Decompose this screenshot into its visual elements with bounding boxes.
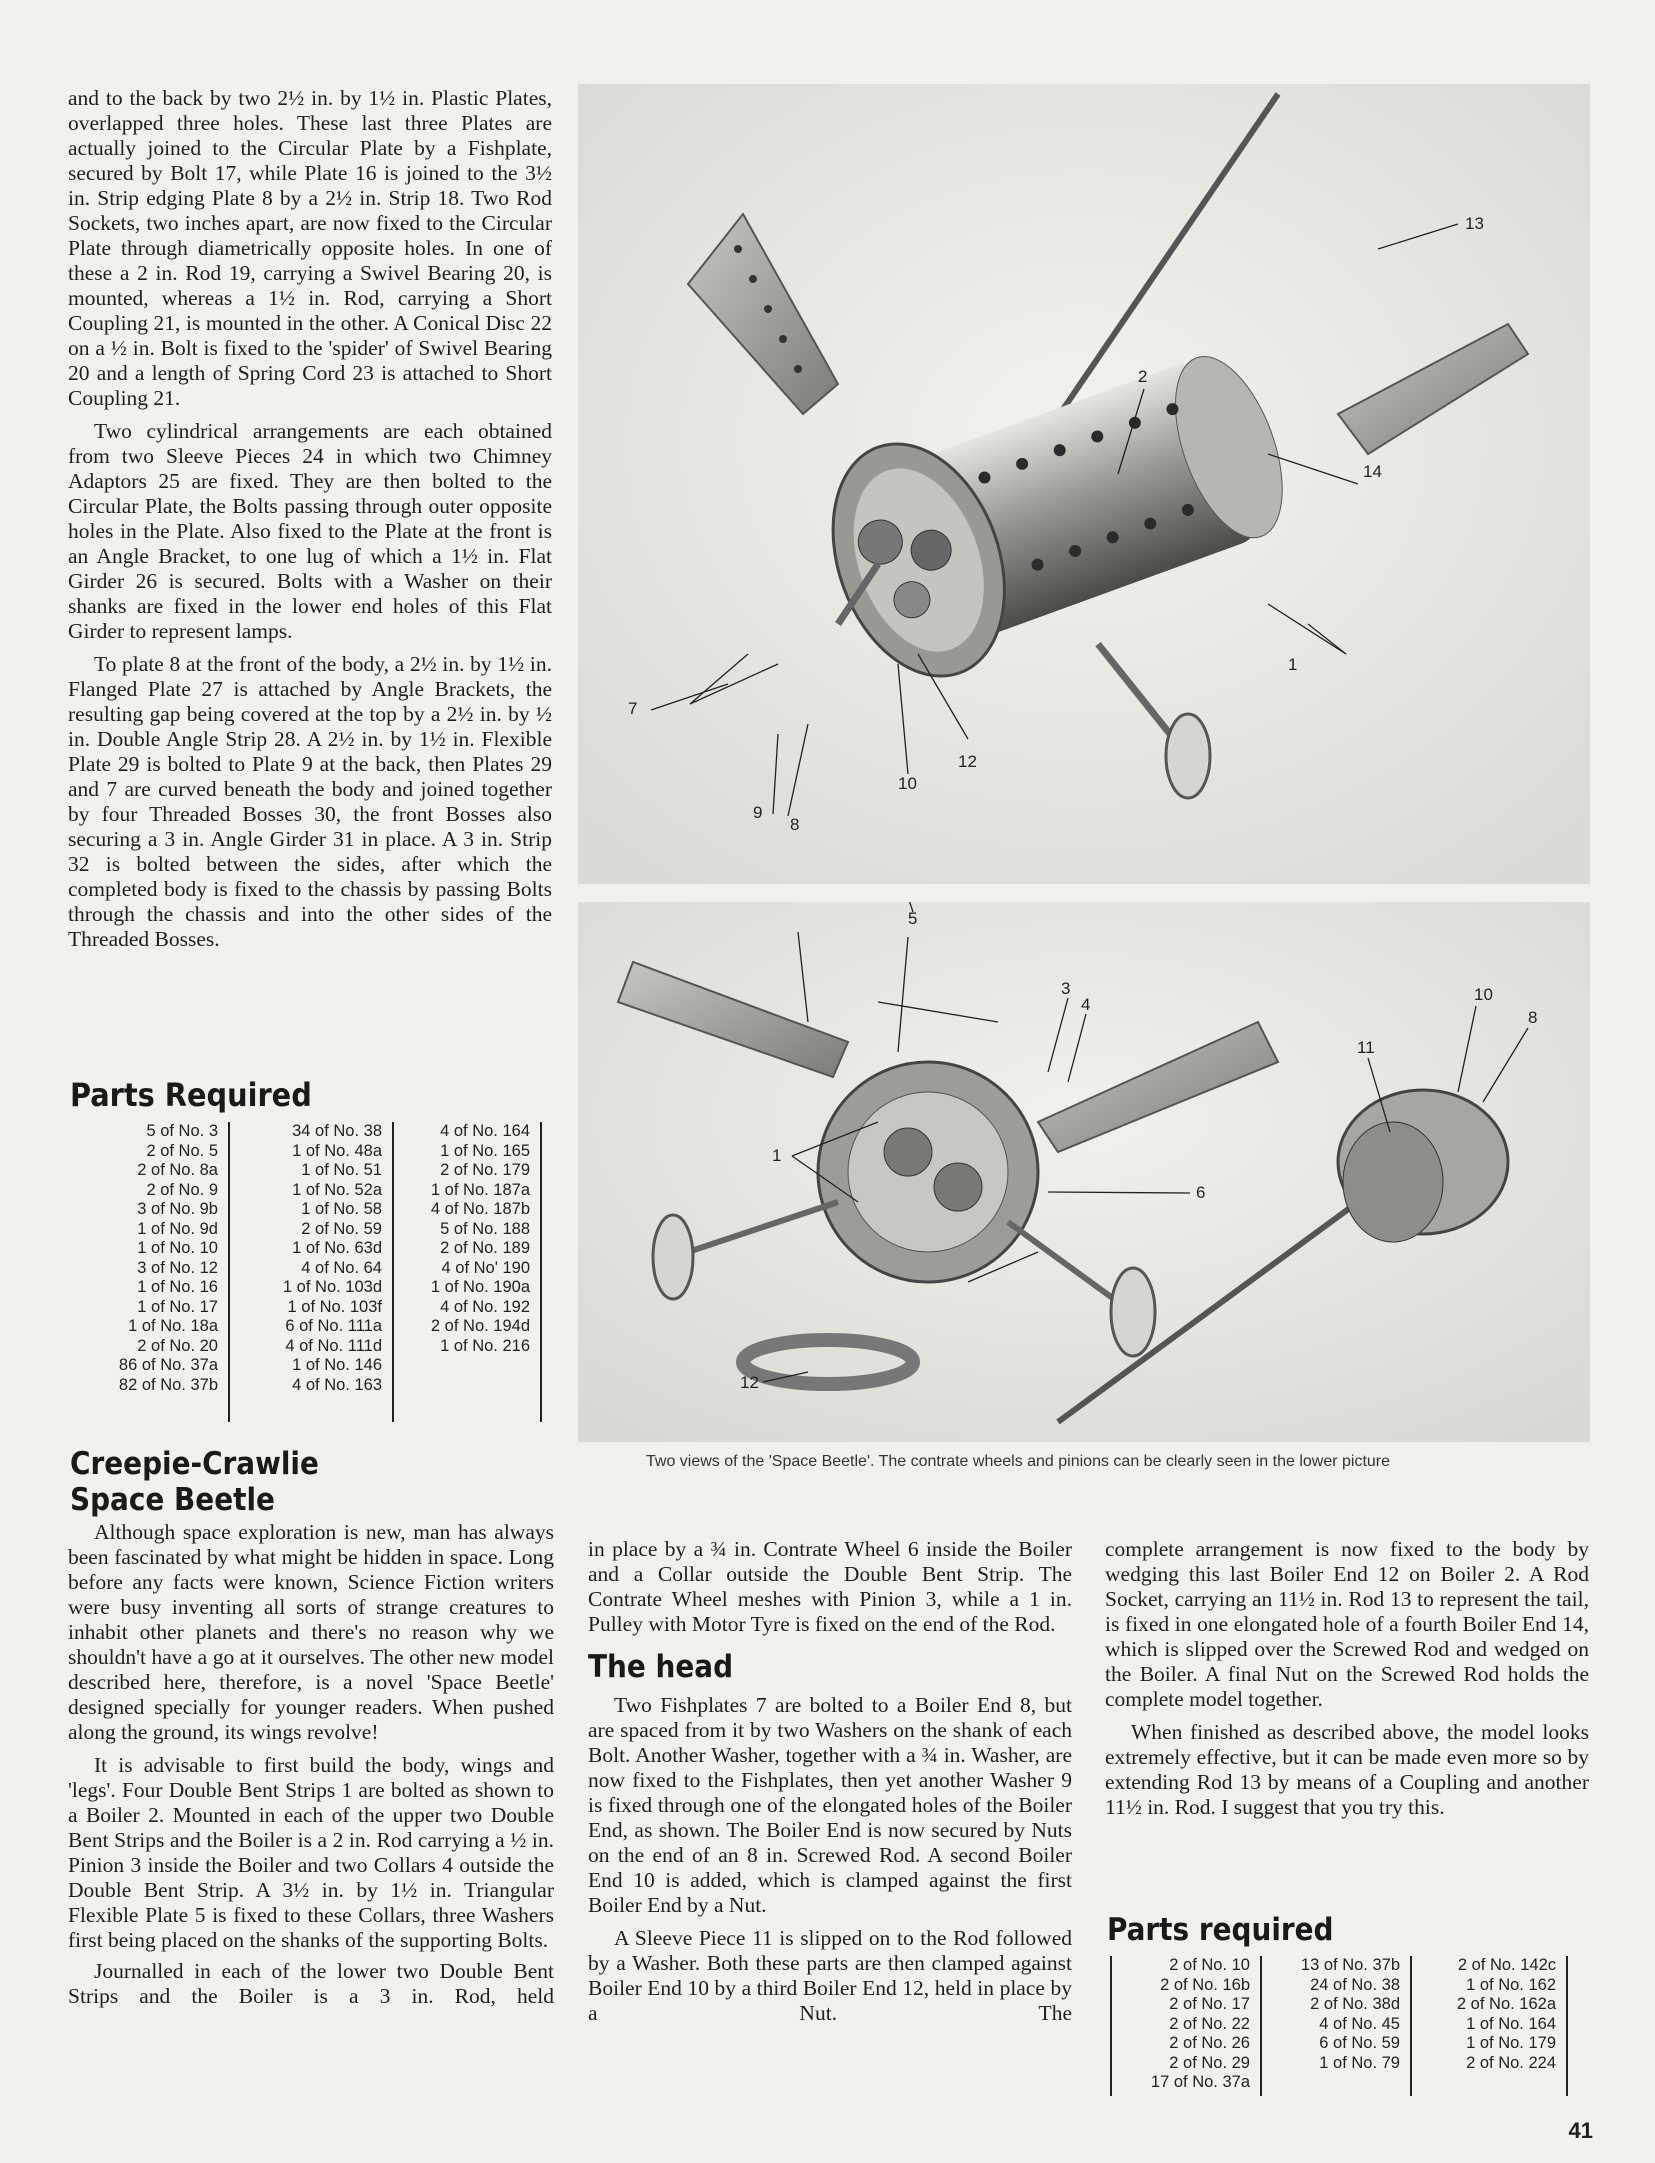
parts-item: 1 of No. 10 <box>137 1239 218 1257</box>
parts-item: 2 of No. 162a <box>1456 1995 1556 2013</box>
bottom-photo <box>578 902 1590 1442</box>
parts-item: 2 of No. 16b <box>1160 1975 1250 1994</box>
parts-item: 2 of No. 189 <box>440 1239 530 1257</box>
parts-item: 1 of No. 48a <box>292 1141 382 1160</box>
parts-item: 4 of No. 64 <box>301 1258 382 1277</box>
parts-item: 24 of No. 38 <box>1310 1975 1400 1994</box>
parts-item: 1 of No. 51 <box>301 1161 382 1179</box>
callout-label: 1 <box>772 1146 782 1165</box>
parts-column <box>1110 1956 1260 2096</box>
parts-item: 1 of No. 216 <box>440 1336 530 1355</box>
parts-item: 1 of No. 79 <box>1319 2053 1400 2072</box>
article-paragraph: complete arrangement is now fixed to the body by wedging this last Boiler End 12 on Boiler 2. A Rod Socket, carrying an 11½ in. Rod 13 to represent the tail, is fixed in one elongated hole of a fourth Boiler End 14, which is slipped over the Screwed Rod and wedged on the Boiler. A final Nut on the Screwed Rod holds the complete model together. <box>1105 1537 1589 1711</box>
parts-column <box>1410 1956 1568 2096</box>
parts-item: 17 of No. 37a <box>1150 2073 1250 2091</box>
article-paragraph: It is advisable to first build the body, wings and 'legs'. Four Double Bent Strips 1 are bolted as shown to a Boiler 2. Mounted in each of the upper two Double Bent Strips and the Boiler is a 2 in. Rod carrying a ½ in. Pinion 3 inside the Boiler and two Collars 4 outside the Double Bent Strip. A 3½ in. by 1½ in. Triangular Flexible Plate 5 is fixed to these Collars, three Washers first being placed on the shanks of the supporting Bolts. <box>68 1753 554 1952</box>
article-paragraph: Although space exploration is new, man has always been fascinated by what might be hidden in space. Long before any facts were known, Science Fiction writers were busy inventing all sorts of strange creatures to inhabit other planets and there's no reason why we shouldn't have a go at it ourselves. The other new model described here, therefore, is a novel 'Space Beetle' designed specially for younger readers. When pushed along the ground, its wings revolve! <box>68 1520 554 1744</box>
callout-label: 11 <box>1357 1038 1375 1057</box>
parts-item: 86 of No. 37a <box>118 1356 218 1374</box>
callout-label: 6 <box>1196 1183 1206 1202</box>
article-paragraph: Journalled in each of the lower two Double Bent Strips and the Boiler is a 3 in. Rod, held <box>68 1959 554 2008</box>
parts-item: 1 of No. 103d <box>282 1278 382 1296</box>
parts-item: 4 of No. 164 <box>440 1122 530 1140</box>
parts-item: 1 of No. 103f <box>287 1297 382 1316</box>
parts-item: 2 of No. 8a <box>137 1161 218 1179</box>
figure-caption: Two views of the 'Space Beetle'. The contrate wheels and pinions can be clearly seen in the lower picture <box>646 1453 1391 1470</box>
parts-item: 1 of No. 63d <box>292 1239 382 1257</box>
article-title-line: Creepie-Crawlie <box>70 1446 319 1482</box>
parts-item: 2 of No. 142c <box>1457 1956 1556 1974</box>
parts-column <box>228 1122 392 1422</box>
callout-label: 7 <box>628 699 638 718</box>
callout-label: 12 <box>958 752 977 771</box>
parts-item: 34 of No. 38 <box>292 1122 382 1140</box>
parts-item: 2 of No. 224 <box>1466 2053 1556 2072</box>
parts-item: 5 of No. 3 <box>146 1122 218 1140</box>
callout-label: 14 <box>1363 462 1382 481</box>
page-number: 41 <box>1568 2118 1593 2143</box>
parts-item: 2 of No. 20 <box>137 1336 218 1355</box>
callout-label: 13 <box>1465 214 1484 233</box>
parts-item: 13 of No. 37b <box>1300 1956 1400 1974</box>
parts-column <box>1260 1956 1410 2096</box>
intro-paragraph: Two cylindrical arrangements are each obtained from two Sleeve Pieces 24 in which two Chimney Adaptors 25 are fixed. They are then bolted to the Circular Plate, the Bolts passing through outer opposite holes in the Plate. Also fixed to the Plate at the front is an Angle Bracket, to one lug of which a 1½ in. Flat Girder 26 is secured. Bolts with a Washer on their shanks are fixed in the lower end holes of this Flat Girder to represent lamps. <box>68 419 552 643</box>
callout-label: 9 <box>753 803 763 822</box>
parts-required-heading: Parts Required <box>70 1076 312 1114</box>
callout-label: 12 <box>740 1373 759 1392</box>
space-beetle-bottom-image <box>578 902 1590 1442</box>
parts-item: 1 of No. 17 <box>137 1297 218 1316</box>
parts-item: 2 of No. 22 <box>1169 2014 1250 2033</box>
parts-item: 2 of No. 29 <box>1169 2053 1250 2072</box>
callout-label: 8 <box>1528 1008 1538 1027</box>
parts-item: 5 of No. 188 <box>440 1219 530 1238</box>
parts-item: 3 of No. 9b <box>137 1200 218 1218</box>
callout-label: 10 <box>898 774 917 793</box>
head-heading: The head <box>588 1649 734 1685</box>
parts-required-heading-2: Parts required <box>1107 1912 1334 1948</box>
parts-item: 4 of No. 187b <box>430 1200 530 1218</box>
intro-paragraph: To plate 8 at the front of the body, a 2½ in. by 1½ in. Flanged Plate 27 is attached by Angle Brackets, the resulting gap being covered at the top by a 2½ in. by ½ in. Double Angle Strip 28. A 2½ in. by 1½ in. Flexible Plate 29 is bolted to Plate 9 at the back, then Plates 29 and 7 are curved beneath the body and joined together by four Threaded Bosses 30, the front Bosses also securing a 3 in. Angle Girder 31 in place. A 3 in. Strip 32 is bolted between the sides, after which the completed body is fixed to the chassis by passing Bolts through the chassis and into the other sides of the Threaded Bosses. <box>68 652 552 951</box>
top-photo <box>578 84 1590 884</box>
article-paragraph: When finished as described above, the model looks extremely effective, but it can be made even more so by extending Rod 13 by means of a Coupling and another 11½ in. Rod. I suggest that you try this. <box>1105 1720 1589 1819</box>
parts-item: 1 of No. 9d <box>137 1219 218 1238</box>
callout-label: 4 <box>1081 995 1091 1014</box>
parts-item: 82 of No. 37b <box>118 1375 218 1394</box>
article-title <box>70 1446 319 1518</box>
parts-item: 2 of No. 194d <box>430 1317 530 1335</box>
intro-paragraph: and to the back by two 2½ in. by 1½ in. Plastic Plates, overlapped three holes. These last three Plates are actually joined to the Circular Plate by a Fishplate, secured by Bolt 17, while Plate 16 is joined to the 3½ in. Strip edging Plate 8 by a 2½ in. Strip 18. Two Rod Sockets, two inches apart, are now fixed to the Circular Plate through diametrically opposite holes. In one of these a 2 in. Rod 19, carrying a Swivel Bearing 20, is mounted, whereas a 1½ in. Rod, carrying a Short Coupling 21, is mounted in the other. A Conical Disc 22 on a ½ in. Bolt is fixed to the 'spider' of Swivel Bearing 20 and a length of Spring Cord 23 is attached to Short Coupling 21. <box>68 86 552 410</box>
parts-item: 1 of No. 146 <box>292 1356 382 1374</box>
parts-item: 1 of No. 58 <box>301 1200 382 1218</box>
parts-item: 2 of No. 59 <box>301 1219 382 1238</box>
parts-item: 2 of No. 9 <box>146 1180 218 1199</box>
space-beetle-top-image <box>578 84 1590 884</box>
parts-item: 4 of No. 163 <box>292 1375 382 1394</box>
callout-label: 1 <box>1288 655 1298 674</box>
parts-item: 1 of No. 187a <box>430 1180 530 1199</box>
article-column-2 <box>588 1537 1072 2026</box>
parts-item: 1 of No. 52a <box>292 1180 382 1199</box>
parts-item: 4 of No' 190 <box>441 1258 530 1277</box>
parts-column <box>392 1122 542 1422</box>
callout-label: 2 <box>1138 367 1148 386</box>
parts-column <box>76 1122 228 1422</box>
parts-required-table <box>76 1122 542 1422</box>
parts-item: 2 of No. 10 <box>1169 1956 1250 1974</box>
parts-item: 2 of No. 38d <box>1310 1995 1400 2013</box>
parts-required-table-2 <box>1110 1956 1568 2096</box>
parts-item: 2 of No. 5 <box>146 1141 218 1160</box>
article-column-3 <box>1105 1537 1589 1820</box>
parts-item: 2 of No. 26 <box>1169 2034 1250 2052</box>
article-paragraph: A Sleeve Piece 11 is slipped on to the Rod followed by a Washer. Both these parts are then clamped against Boiler End 10 by a third Boiler End 12, held in place by a Nut. The <box>588 1926 1072 2025</box>
parts-item: 1 of No. 179 <box>1466 2034 1556 2052</box>
intro-column <box>68 86 552 952</box>
parts-item: 4 of No. 45 <box>1319 2014 1400 2033</box>
article-paragraph: in place by a ¾ in. Contrate Wheel 6 inside the Boiler and a Collar outside the Double Bent Strip. The Contrate Wheel meshes with Pinion 3, while a 1 in. Pulley with Motor Tyre is fixed on the end of the Rod. <box>588 1537 1072 1636</box>
parts-item: 6 of No. 59 <box>1319 2034 1400 2052</box>
article-paragraph: Two Fishplates 7 are bolted to a Boiler End 8, but are spaced from it by two Washers on the shank of each Bolt. Another Washer, together with a ¾ in. Washer, are now fixed to the Fishplates, then yet another Washer 9 is fixed through one of the elongated holes of the Boiler End, as shown. The Boiler End is now secured by Nuts on the end of an 8 in. Screwed Rod. A second Boiler End 10 is added, which is clamped against the first Boiler End by a Nut. <box>588 1693 1072 1917</box>
parts-item: 6 of No. 111a <box>285 1317 382 1335</box>
parts-item: 4 of No. 192 <box>440 1297 530 1316</box>
callout-label: 5 <box>908 909 918 928</box>
parts-item: 1 of No. 162 <box>1466 1975 1556 1994</box>
parts-item: 1 of No. 190a <box>430 1278 530 1296</box>
parts-item: 2 of No. 17 <box>1169 1995 1250 2013</box>
article-title-line: Space Beetle <box>70 1482 275 1518</box>
parts-item: 1 of No. 18a <box>128 1317 218 1335</box>
parts-item: 2 of No. 179 <box>440 1161 530 1179</box>
parts-item: 1 of No. 164 <box>1466 2014 1556 2033</box>
callout-label: 10 <box>1474 985 1493 1004</box>
callout-label: 8 <box>790 815 800 834</box>
callout-label: 3 <box>1061 979 1071 998</box>
parts-item: 1 of No. 16 <box>137 1278 218 1296</box>
parts-item: 1 of No. 165 <box>440 1141 530 1160</box>
parts-item: 3 of No. 12 <box>137 1258 218 1277</box>
article-column-1 <box>68 1520 554 2009</box>
parts-item: 4 of No. 111d <box>285 1336 382 1355</box>
